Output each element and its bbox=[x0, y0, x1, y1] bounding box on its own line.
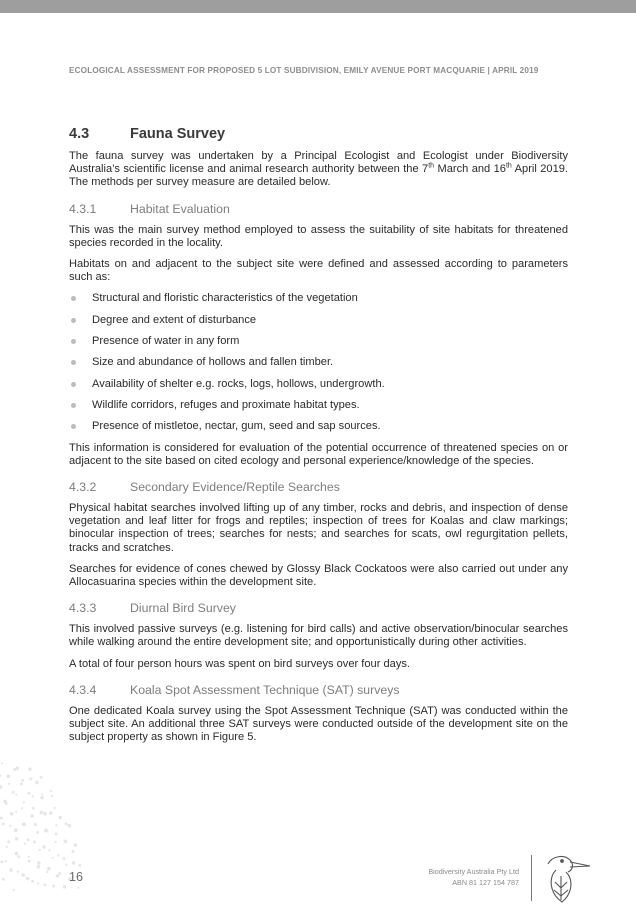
top-bar bbox=[0, 0, 636, 13]
list-item: Degree and extent of disturbance bbox=[69, 314, 568, 327]
list-item: Presence of mistletoe, nectar, gum, seed and sap sources. bbox=[69, 420, 568, 433]
paragraph: This information is considered for evaluation of the potential occurrence of threatened species on or adjacent to the site based on cited ecology and personal experience/knowledge of the species. bbox=[69, 441, 568, 467]
bullet-icon bbox=[71, 339, 76, 344]
list-item: Availability of shelter e.g. rocks, logs, hollows, undergrowth. bbox=[69, 378, 568, 391]
paragraph: Searches for evidence of cones chewed by Glossy Black Cockatoos were also carried out under any Allocasuarina species within the development site. bbox=[69, 562, 568, 588]
bullet-icon bbox=[71, 403, 76, 408]
footer-company-info bbox=[428, 866, 519, 888]
company-name: Biodiversity Australia Pty Ltd bbox=[428, 867, 519, 876]
bullet-icon bbox=[71, 382, 76, 387]
subsection-heading-secondary: 4.3.2 Secondary Evidence/Reptile Searches bbox=[69, 479, 340, 494]
page-number: 16 bbox=[69, 870, 83, 884]
paragraph: Physical habitat searches involved lifting up of any timber, rocks and debris, and inspection of dense vegetation and leaf litter for frogs and reptiles; inspection of trees for Koalas and claw markings; binocular inspection of trees; searches for nests; and searches for scats, owl regurgitation pellets, tracks and scratches. bbox=[69, 501, 568, 554]
section-title: Fauna Survey bbox=[130, 126, 226, 142]
paragraph: This was the main survey method employed to assess the suitability of site habitats for threatened species recorded in the locality. bbox=[69, 223, 568, 249]
list-item: Structural and floristic characteristics of the vegetation bbox=[69, 292, 568, 305]
list-item: Wildlife corridors, refuges and proximate habitat types. bbox=[69, 399, 568, 412]
paragraph: One dedicated Koala survey using the Spot Assessment Technique (SAT) was conducted within the subject site. An additional three SAT surveys were conducted outside of the development site on the subject property as shown in Figure 5. bbox=[69, 704, 568, 744]
bullet-icon bbox=[71, 424, 76, 429]
bullet-list bbox=[69, 292, 568, 433]
paragraph: A total of four person hours was spent on bird surveys over four days. bbox=[69, 657, 411, 670]
running-header: ECOLOGICAL ASSESSMENT FOR PROPOSED 5 LOT SUBDIVISION, EMILY AVENUE PORT MACQUARIE | APRIL 2019 bbox=[69, 66, 539, 75]
list-item: Size and abundance of hollows and fallen timber. bbox=[69, 356, 568, 369]
paragraph: Habitats on and adjacent to the subject site were defined and assessed according to parameters such as: bbox=[69, 258, 568, 284]
page-content bbox=[69, 120, 568, 752]
section-intro: The fauna survey was undertaken by a Principal Ecologist and Ecologist under Biodiversity Australia’s scientific license and animal research authority between the 7th March and 16th April 2019. The methods per survey measure are detailed below. bbox=[69, 150, 568, 189]
subsection-heading-habitat: 4.3.1 Habitat Evaluation bbox=[69, 201, 230, 216]
kookaburra-logo-icon bbox=[540, 850, 592, 905]
paragraph: This involved passive surveys (e.g. listening for bird calls) and active observation/binocular searches while walking around the entire development site; and opportunistically during other activities. bbox=[69, 623, 568, 649]
section-heading bbox=[69, 126, 568, 142]
subsection-heading-bird: 4.3.3 Diurnal Bird Survey bbox=[69, 601, 236, 616]
bullet-icon bbox=[71, 360, 76, 365]
footer-divider bbox=[531, 855, 532, 901]
bullet-icon bbox=[71, 296, 76, 301]
list-item: Presence of water in any form bbox=[69, 335, 568, 348]
subsection-heading-koala: 4.3.4 Koala Spot Assessment Technique (SAT) surveys bbox=[69, 682, 400, 697]
company-abn: ABN 81 127 154 787 bbox=[452, 878, 519, 887]
bullet-icon bbox=[71, 318, 76, 323]
section-number: 4.3 bbox=[69, 126, 90, 142]
